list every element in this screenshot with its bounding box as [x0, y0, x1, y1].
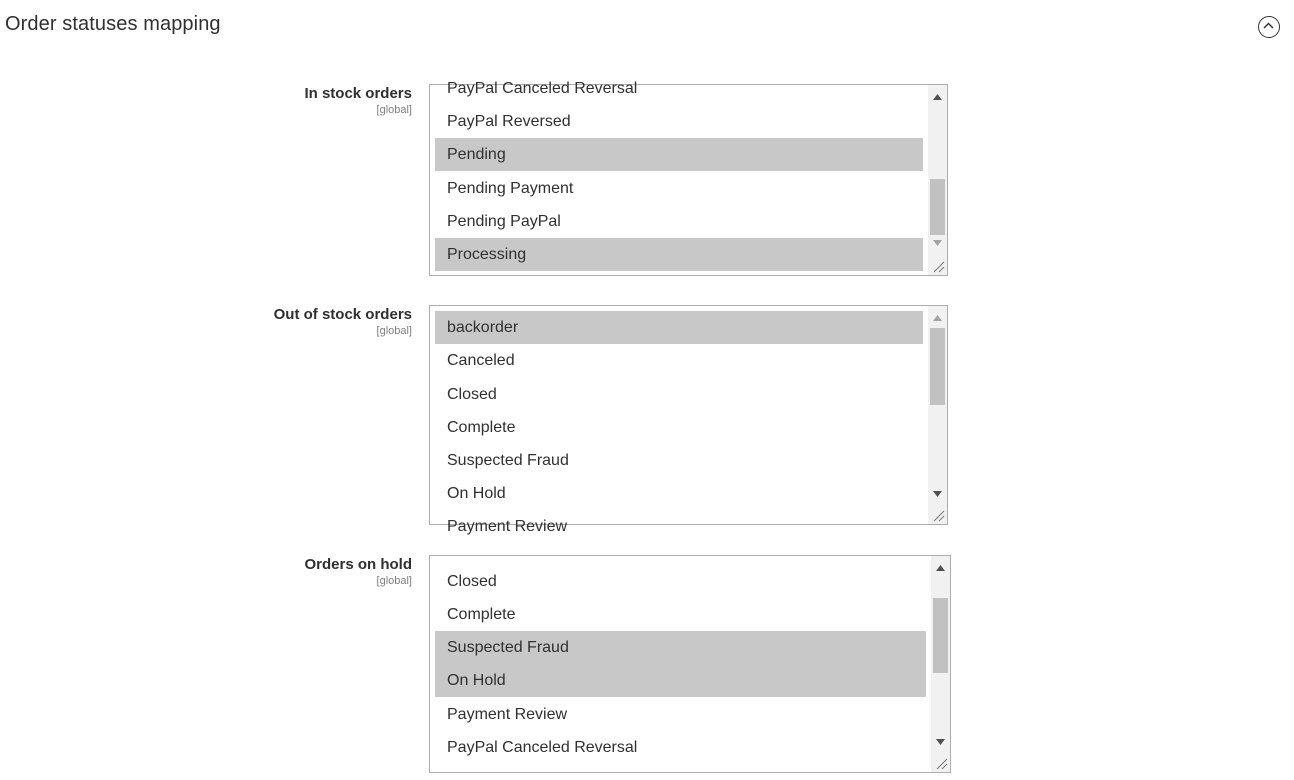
section-title: Order statuses mapping — [5, 13, 221, 35]
option-pending[interactable]: Pending — [435, 138, 923, 171]
in-stock-orders-multiselect[interactable] — [429, 80, 948, 276]
triangle-up-icon[interactable] — [928, 89, 947, 106]
option-suspected-fraud[interactable]: Suspected Fraud — [435, 631, 926, 664]
option-on-hold[interactable]: On Hold — [447, 485, 506, 502]
section-header[interactable] — [0, 0, 1294, 56]
scrollbar-thumb[interactable] — [930, 179, 945, 235]
resize-grip-icon[interactable] — [930, 507, 946, 523]
triangle-down-icon[interactable] — [928, 235, 947, 252]
option-processing[interactable]: Processing — [435, 238, 923, 271]
option-paypal-canceled-reversal[interactable]: PayPal Canceled Reversal — [447, 80, 638, 97]
option-closed[interactable]: Closed — [447, 573, 497, 590]
out-of-stock-orders-label: Out of stock orders — [273, 306, 412, 323]
option-complete[interactable]: Complete — [447, 419, 516, 436]
scrollbar[interactable] — [928, 306, 947, 524]
scrollbar-thumb[interactable] — [933, 598, 948, 673]
in-stock-orders-scope: [global] — [376, 104, 412, 116]
scrollbar[interactable] — [928, 85, 947, 275]
option-pending-paypal[interactable]: Pending PayPal — [447, 213, 561, 230]
option-payment-review[interactable]: Payment Review — [447, 706, 568, 723]
orders-on-hold-options — [435, 556, 926, 772]
option-payment-review[interactable]: Payment Review — [447, 518, 568, 535]
out-of-stock-orders-multiselect[interactable] — [429, 305, 948, 535]
option-closed[interactable]: Closed — [447, 386, 497, 403]
resize-grip-icon[interactable] — [933, 755, 949, 771]
option-backorder[interactable]: backorder — [435, 311, 923, 344]
orders-on-hold-label: Orders on hold — [304, 556, 412, 573]
option-paypal-canceled-reversal[interactable]: PayPal Canceled Reversal — [447, 739, 638, 756]
orders-on-hold-scope: [global] — [376, 575, 412, 587]
scrollbar-thumb[interactable] — [930, 328, 945, 405]
in-stock-orders-options — [435, 80, 923, 275]
option-pending-payment[interactable]: Pending Payment — [447, 180, 574, 197]
triangle-down-icon[interactable] — [928, 486, 947, 503]
triangle-up-icon[interactable] — [928, 310, 947, 327]
in-stock-orders-label: In stock orders — [304, 85, 412, 102]
option-canceled[interactable]: Canceled — [447, 352, 515, 369]
triangle-up-icon[interactable] — [931, 560, 950, 577]
option-on-hold[interactable]: On Hold — [435, 664, 926, 697]
chevron-up-circle-icon[interactable] — [1258, 16, 1280, 38]
option-suspected-fraud[interactable]: Suspected Fraud — [447, 452, 569, 469]
out-of-stock-orders-options — [435, 306, 923, 535]
scrollbar[interactable] — [931, 556, 950, 772]
resize-grip-icon[interactable] — [930, 258, 946, 274]
out-of-stock-orders-scope: [global] — [376, 325, 412, 337]
orders-on-hold-multiselect[interactable] — [429, 555, 951, 773]
option-paypal-reversed[interactable]: PayPal Reversed — [447, 113, 571, 130]
triangle-down-icon[interactable] — [931, 734, 950, 751]
option-complete[interactable]: Complete — [447, 606, 516, 623]
